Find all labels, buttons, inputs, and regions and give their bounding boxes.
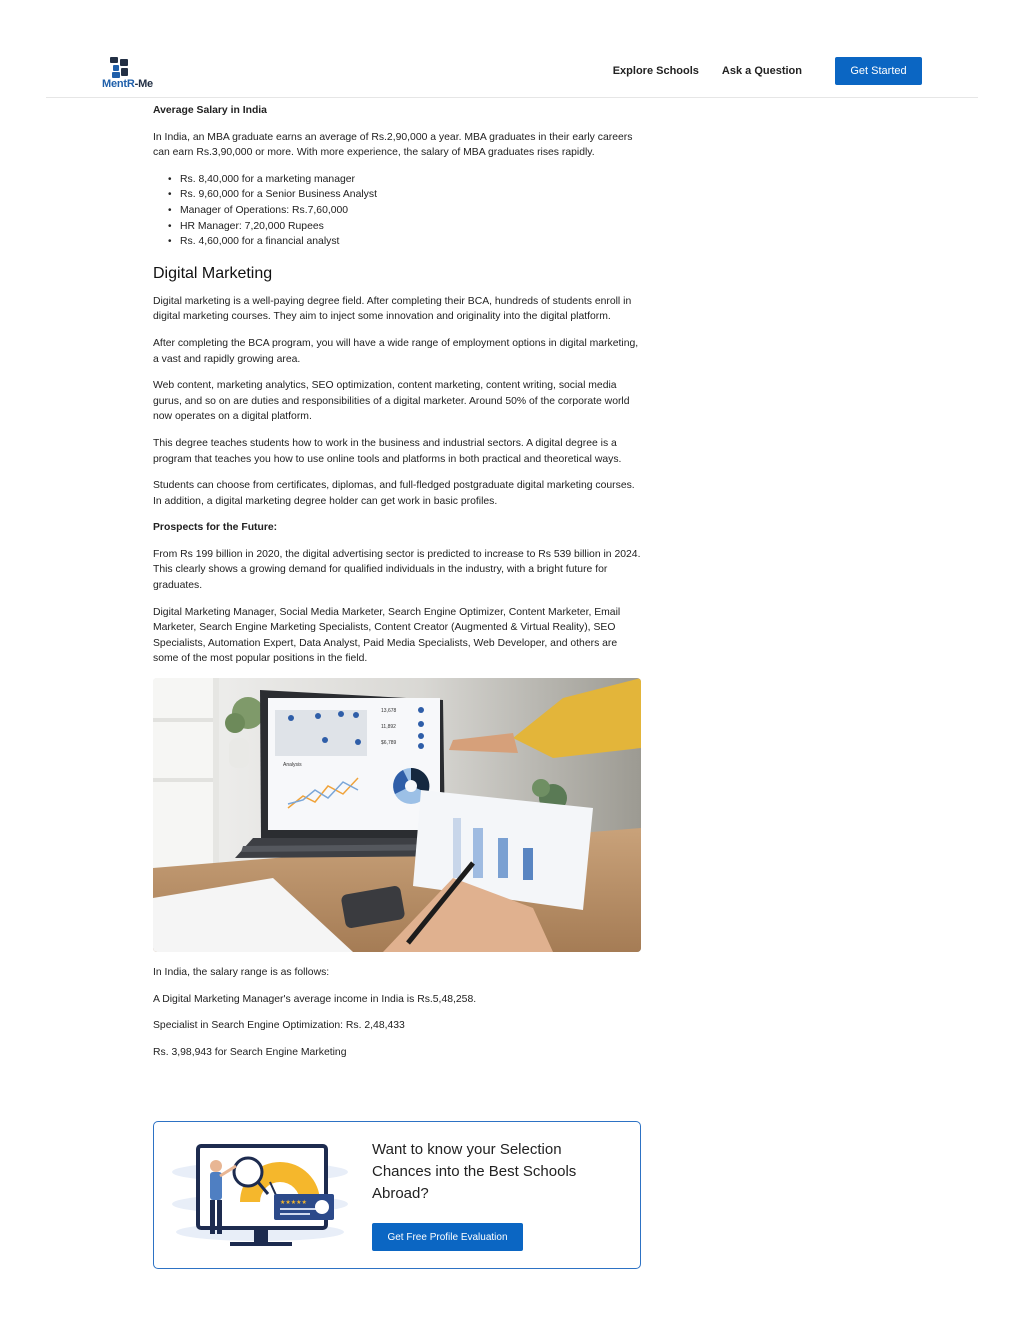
screen-chart-label: Analysis — [283, 762, 302, 769]
digital-marketing-heading: Digital Marketing — [153, 264, 273, 282]
range-item-3: Rs. 3,98,943 for Search Engine Marketing — [153, 1046, 347, 1058]
main-nav — [613, 57, 922, 85]
screen-stat-label: 11,892 — [381, 724, 396, 731]
range-item-1: A Digital Marketing Manager's average income in India is Rs.5,48,258. — [153, 993, 477, 1005]
get-started-button[interactable]: Get Started — [835, 57, 922, 85]
list-item: • Rs. 9,60,000 for a Senior Business Analyst — [153, 187, 641, 203]
cta-title: Want to know your Selection Chances into the Best Schools Abroad? — [372, 1141, 577, 1202]
salary-list — [153, 172, 641, 250]
dm-paragraph-2: After completing the BCA program, you will have a wide range of employment options in digital marketing, a vast and rapidly growing area. — [153, 337, 639, 365]
profile-evaluation-card — [153, 1121, 641, 1269]
magnifier-profile-illustration — [170, 1142, 350, 1252]
article-body — [153, 103, 641, 1071]
salary-intro: In India, an MBA graduate earns an average of Rs.2,90,000 a year. MBA graduates in their early careers can earn Rs.3,90,000 or more. With more experience, the salary of MBA graduates rises rapidly. — [153, 131, 633, 159]
prospects-heading: Prospects for the Future: — [153, 522, 278, 534]
logo-icon — [108, 56, 132, 80]
svg-text:★★★★★: ★★★★★ — [280, 1199, 307, 1206]
prospects-paragraph-1: From Rs 199 billion in 2020, the digital advertising sector is predicted to increase to Rs 539 billion in 2024. This clearly shows a growing demand for qualified individuals in the industry, with a bright future for graduates. — [153, 548, 641, 592]
logo-wordmark-part2: -Me — [134, 78, 153, 90]
dm-paragraph-1: Digital marketing is a well-paying degree field. After completing their BCA, hundreds of students enroll in digital marketing courses. They aim to inject some innovation and originality into the digital platform. — [153, 295, 632, 323]
prospects-paragraph-2: Digital Marketing Manager, Social Media Marketer, Search Engine Optimizer, Content Marketer, Email Marketer, Search Engine Marketing Specialists, Content Creator (Augmented & Virtual Reality), SEO Specialists, Automation Expert, Data Analyst, Paid Media Specialists, Web Developer, and others are some of the most popular positions in the field. — [153, 606, 621, 665]
screen-stat-label: $6,789 — [381, 740, 397, 747]
screen-stat-label: 13,678 — [381, 708, 397, 715]
nav-explore-schools[interactable]: Explore Schools — [612, 65, 699, 77]
list-item: • Manager of Operations: Rs.7,60,000 — [153, 203, 641, 219]
list-item: • HR Manager: 7,20,000 Rupees — [153, 219, 641, 235]
mentr-me-logo[interactable] — [102, 56, 162, 92]
list-item: • Rs. 4,60,000 for a financial analyst — [153, 234, 641, 250]
site-header — [46, 0, 978, 98]
free-profile-evaluation-button[interactable]: Get Free Profile Evaluation — [372, 1223, 523, 1251]
range-intro: In India, the salary range is as follows: — [153, 967, 330, 979]
logo-wordmark-part1: MentR — [102, 78, 135, 90]
nav-ask-question[interactable]: Ask a Question — [721, 65, 802, 77]
dm-paragraph-5: Students can choose from certificates, diplomas, and full-fledged postgraduate digital marketing courses. In addition, a digital marketing degree holder can get work in basic profiles. — [153, 480, 635, 507]
list-item: • Rs. 8,40,000 for a marketing manager — [153, 172, 641, 188]
salary-heading: Average Salary in India — [153, 105, 267, 116]
logo-wordmark — [102, 78, 153, 90]
laptop-analytics-illustration — [153, 678, 641, 952]
dm-paragraph-3: Web content, marketing analytics, SEO optimization, content marketing, content writing, social media gurus, and so on are duties and responsibilities of a digital marketer. Around 50% of the corporate world now operates on a digital platform. — [153, 380, 630, 423]
dm-paragraph-4: This degree teaches students how to work in the business and industrial sectors. A digital degree is a program that teaches you how to use online tools and platforms in both practical and theoretical ways. — [153, 437, 622, 465]
range-item-2: Specialist in Search Engine Optimization: Rs. 2,48,433 — [153, 1020, 405, 1032]
digital-marketing-photo — [153, 678, 641, 952]
